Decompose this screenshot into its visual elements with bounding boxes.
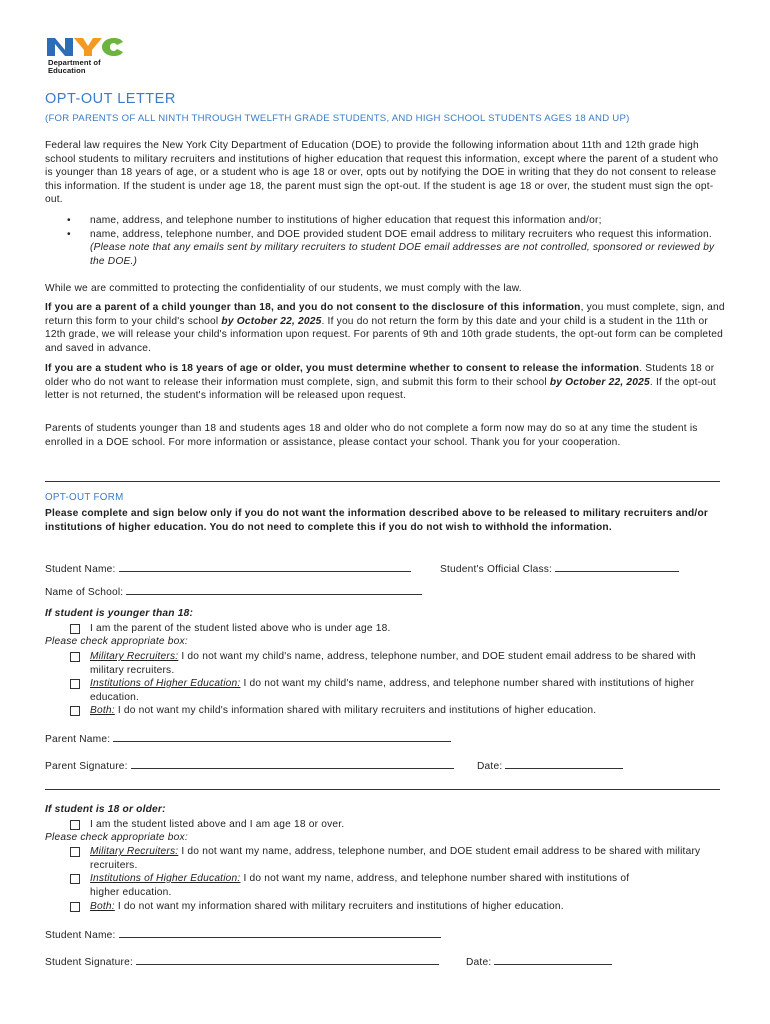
parent-signature-field[interactable] — [131, 758, 454, 769]
official-class-field[interactable] — [555, 561, 679, 572]
page-title: OPT-OUT LETTER — [45, 91, 176, 107]
nyc-logo-icon — [45, 36, 129, 58]
student-name-row: Student Name: — [45, 927, 441, 941]
student-name-row: Student Name: — [45, 561, 411, 575]
official-class-row: Student's Official Class: — [440, 561, 679, 575]
student-signature-field[interactable] — [136, 954, 439, 965]
parent-confirm-row: I am the parent of the student listed above who is under age 18. — [70, 622, 725, 636]
check-prompt: Please check appropriate box: — [45, 832, 188, 843]
school-name-field[interactable] — [126, 584, 422, 595]
higher-ed-optout-row: Institutions of Higher Education: I do not want my child's name, address, and telephone number shared with institutions of higher education. — [70, 677, 725, 704]
list-item: • name, address, telephone number, and DOE provided student DOE email address to military recruiters who request this information. (Please note that any emails sent by military recruiters to student DOE email addresses are not controlled, sponsored or reviewed by the DOE.) — [67, 228, 715, 267]
page-subtitle: (FOR PARENTS OF ALL NINTH THROUGH TWELFTH GRADE STUDENTS, AND HIGH SCHOOL STUDENTS AGES 18 AND UP) — [45, 113, 630, 124]
parent-date-field[interactable] — [505, 758, 623, 769]
both-checkbox[interactable] — [70, 902, 80, 912]
student-date-field[interactable] — [494, 954, 612, 965]
higher-ed-optout-row: Institutions of Higher Education: I do not want my name, address, and telephone number shared with institutions of higher education. — [70, 872, 725, 899]
under-18-heading: If student is younger than 18: — [45, 608, 194, 619]
both-optout-row: Both: I do not want my information shared with military recruiters and institutions of higher education. — [70, 900, 725, 914]
over-18-heading: If student is 18 or older: — [45, 804, 166, 815]
disclosure-list — [45, 214, 725, 268]
parent-date-row: Date: — [477, 758, 623, 772]
student-confirm-row: I am the student listed above and I am age 18 or over. — [70, 818, 725, 832]
student-date-row: Date: — [466, 954, 612, 968]
logo-department-text: Department of Education — [48, 58, 101, 75]
parent-name-field[interactable] — [113, 731, 451, 742]
parent-name-row: Parent Name: — [45, 731, 451, 745]
nyc-doe-logo — [45, 36, 135, 80]
list-item: • name, address, and telephone number to institutions of higher education that request this information and/or; — [67, 215, 602, 226]
parent-confirm-checkbox[interactable] — [70, 624, 80, 634]
check-prompt: Please check appropriate box: — [45, 636, 188, 647]
both-checkbox[interactable] — [70, 706, 80, 716]
parent-signature-row: Parent Signature: — [45, 758, 454, 772]
compliance-paragraph: While we are committed to protecting the confidentiality of our students, we must comply with the law. — [45, 283, 522, 294]
divider — [45, 481, 720, 482]
form-instructions: Please complete and sign below only if you do not want the information described above to be released to military recruiters and/or institutions of higher education. You do not need to complete this if you do not wish to withhold the information. — [45, 508, 709, 533]
military-recruiters-checkbox[interactable] — [70, 652, 80, 662]
higher-education-checkbox[interactable] — [70, 679, 80, 689]
student-name-field[interactable] — [119, 927, 441, 938]
form-label: OPT-OUT FORM — [45, 492, 124, 503]
school-name-row: Name of School: — [45, 584, 422, 598]
military-optout-row: Military Recruiters: I do not want my child's name, address, telephone number, and DOE student email address to be shared with military recruiters. — [70, 650, 725, 677]
military-recruiters-checkbox[interactable] — [70, 847, 80, 857]
divider — [45, 789, 720, 790]
closing-paragraph: Parents of students younger than 18 and students ages 18 and older who do not complete a form now may do so at any time the student is enrolled in a DOE school. For more information or assistance, please contact your school. Thank you for your cooperation. — [45, 423, 698, 448]
student-signature-row: Student Signature: — [45, 954, 439, 968]
student-name-field[interactable] — [119, 561, 411, 572]
student-paragraph: If you are a student who is 18 years of age or older, you must determine whether to consent to release the information. Students 18 or older who do not want to release their information must complete, sign, and submit this form to their school by October 22, 2025. If the opt-out letter is not returned, the student's information will be released upon request. — [45, 363, 716, 402]
intro-paragraph: Federal law requires the New York City Department of Education (DOE) to provide the following information about 11th and 12th grade high school students to military recruiters and institutions of higher education that request this information, except where the parent of a student who is younger than 18 years of age, or a student who is age 18 or over, opts out by notifying the DOE in writing that they do not consent to release this information. If the student is under age 18, the parent must sign the opt-out. If the student is age 18 or over, the student must sign the opt-out. — [45, 140, 719, 206]
higher-education-checkbox[interactable] — [70, 874, 80, 884]
both-optout-row: Both: I do not want my child's information shared with military recruiters and institutions of higher education. — [70, 704, 725, 718]
military-optout-row: Military Recruiters: I do not want my name, address, telephone number, and DOE student email address to be shared with military recruiters. — [70, 845, 725, 872]
parent-paragraph: If you are a parent of a child younger than 18, and you do not consent to the disclosure of this information, you must complete, sign, and return this form to your child's school by October 22, 2025. If you do not return the form by this date and your child is a student in the 11th or 12th grade, we will release your child's information upon request. For parents of 9th and 10th grade students, the opt-out form can be completed and saved in advance. — [45, 302, 725, 354]
student-confirm-checkbox[interactable] — [70, 820, 80, 830]
